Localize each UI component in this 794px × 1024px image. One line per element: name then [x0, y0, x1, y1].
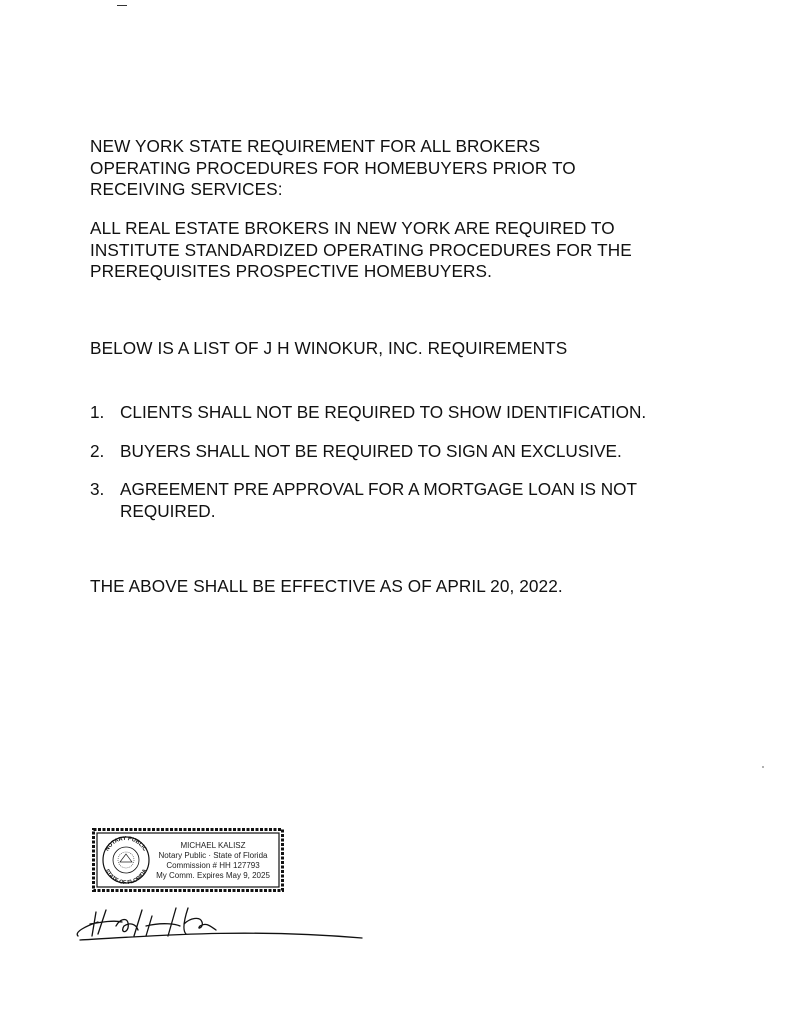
item-number: 1. — [90, 402, 105, 422]
intro-paragraph — [90, 218, 730, 283]
handwritten-signature — [72, 896, 372, 946]
paragraph-line: INSTITUTE STANDARDIZED OPERATING PROCEDURES FOR THE — [90, 239, 632, 260]
item-number: 2. — [90, 440, 105, 461]
list-item — [90, 441, 730, 463]
seal-text-top: NOTARY PUBLIC — [104, 835, 148, 853]
paragraph-line: ALL REAL ESTATE BROKERS IN NEW YORK ARE REQUIRED TO — [90, 218, 615, 238]
notary-title: Notary Public · State of Florida — [158, 851, 268, 860]
svg-text:NOTARY PUBLIC — [104, 836, 147, 852]
item-number: 3. — [90, 479, 105, 499]
notary-name: MICHAEL KALISZ — [180, 841, 246, 850]
seal-text-bottom: STATE OF FLORIDA — [103, 868, 149, 887]
list-intro: BELOW IS A LIST OF J H WINOKUR, INC. REQUIREMENTS — [90, 338, 568, 358]
scan-mark — [117, 5, 127, 6]
heading-line: RECEIVING SERVICES: — [90, 179, 283, 199]
document-heading — [90, 136, 730, 201]
notary-expiration: My Comm. Expires May 9, 2025 — [156, 871, 270, 880]
heading-line: NEW YORK STATE REQUIREMENT FOR ALL BROKERS — [90, 136, 541, 156]
effective-date-statement: THE ABOVE SHALL BE EFFECTIVE AS OF APRIL 20, 2022. — [90, 576, 563, 596]
list-item — [90, 479, 730, 522]
notary-seal — [103, 836, 149, 886]
item-text: CLIENTS SHALL NOT BE REQUIRED TO SHOW IDENTIFICATION. — [120, 402, 647, 422]
heading-line: OPERATING PROCEDURES FOR HOMEBUYERS PRIOR TO — [90, 157, 576, 178]
svg-text:STATE OF FLORIDA — [104, 868, 149, 886]
requirements-list — [90, 402, 730, 539]
list-item — [90, 402, 730, 424]
item-text: BUYERS SHALL NOT BE REQUIRED TO SIGN AN EXCLUSIVE. — [120, 440, 622, 461]
scan-speck — [762, 766, 764, 768]
notary-commission: Commission # HH 127793 — [166, 861, 260, 870]
paragraph-line: PREREQUISITES PROSPECTIVE HOMEBUYERS. — [90, 261, 492, 281]
item-text: AGREEMENT PRE APPROVAL FOR A MORTGAGE LOAN IS NOT REQUIRED. — [120, 479, 637, 521]
notary-details — [151, 841, 275, 881]
